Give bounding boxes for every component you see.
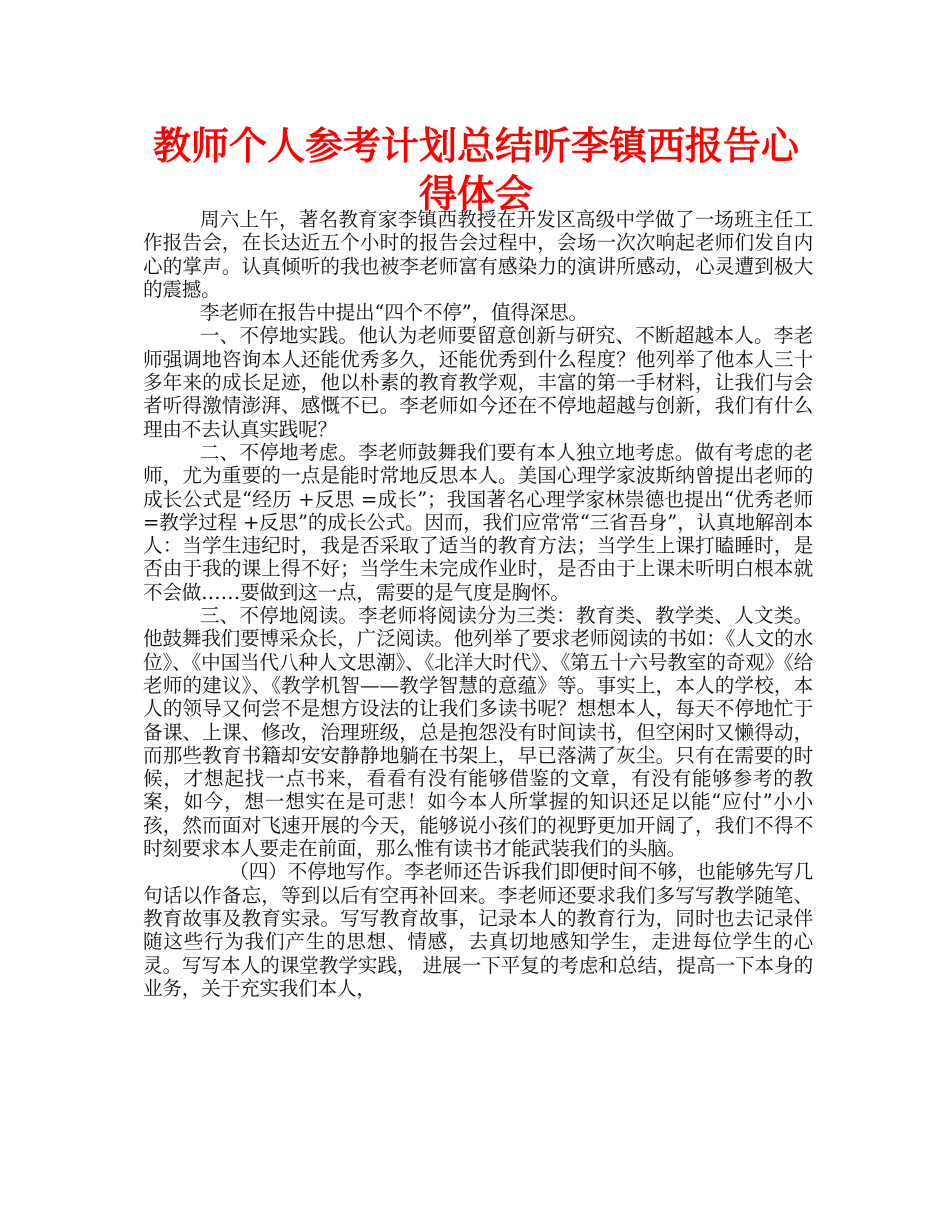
paragraph-reading: 三、不停地阅读。李老师将阅读分为三类：教育类、教学类、人文类。他鼓舞我们要博采众长，广泛阅读。他列举了要求老师阅读的书如：《人文的水位》、《中国当代八种人文思潮》、《北洋大时代》、《第五十六号教室的奇观》《给老师的建议》、《教学机智——教学智慧的意蕴》等。事实上，本人的学校，本人的领导又何尝不是想方设法的让我们多读书呢？想想本人，每天不停地忙于备课、上课、修改，治理班级，总是抱怨没有时间读书，但空闲时又懒得动，而那些教育书籍却安安静静地躺在书架上，早已落满了灰尘。只有在需要的时候，才想起找一点书来，看看有没有能够借鉴的文章，有没有能够参考的教案，如今，想一想实在是可悲！如今本人所掌握的知识还足以能“应付”小小孩，然而面对飞速开展的今天，能够说小孩们的视野更加开阔了，我们不得不时刻要求本人要走在前面，那么惟有读书才能武装我们的头脑。	[143, 604, 813, 861]
paragraph-intro: 周六上午，著名教育家李镇西教授在开发区高级中学做了一场班主任工作报告会，在长达近五个小时的报告会过程中，会场一次次响起老师们发自内心的掌声。认真倾听的我也被李老师富有感染力的演讲所感动，心灵遭到极大的震撼。	[143, 208, 813, 301]
document-title: 教师个人参考计划总结听李镇西报告心得体会	[152, 124, 799, 216]
document-body	[143, 208, 813, 1000]
paragraph-writing: （四）不停地写作。李老师还告诉我们即便时间不够，也能够先写几句话以作备忘，等到以后有空再补回来。李老师还要求我们多写写教学随笔、教育故事及教育实录。写写教育故事，记录本人的教育行为，同时也去记录伴随这些行为我们产生的思想、情感，去真切地感知学生，走进每位学生的心灵。写写本人的课堂教学实践， 进展一下平复的考虑和总结，提高一下本身的业务，关于充实我们本人，	[143, 860, 813, 1000]
paragraph-four-points: 李老师在报告中提出“四个不停”，值得深思。	[199, 301, 588, 325]
paragraph-thinking: 二、不停地考虑。李老师鼓舞我们要有本人独立地考虑。做有考虑的老师，尤为重要的一点是能时常地反思本人。美国心理学家波斯纳曾提出老师的成长公式是“经历 +反思 =成长”；我国著名心理学家林崇德也提出“优秀老师=教学过程 +反思”的成长公式。因而，我们应常常“三省吾身”，认真地解剖本人：当学生违纪时，我是否采取了适当的教育方法；当学生上课打瞌睡时，是否由于我的课上得不好；当学生未完成作业时，是否由于上课未听明白根本就不会做……要做到这一点，需要的是气度是胸怀。	[143, 440, 813, 604]
paragraph-practice: 一、不停地实践。他认为老师要留意创新与研究、不断超越本人。李老师强调地咨询本人还能优秀多久，还能优秀到什么程度？他列举了他本人三十多年来的成长足迹，他以朴素的教育教学观，丰富的第一手材料，让我们与会者听得激情澎湃、感慨不已。李老师如今还在不停地超越与创新，我们有什么理由不去认真实践呢？	[143, 324, 813, 441]
